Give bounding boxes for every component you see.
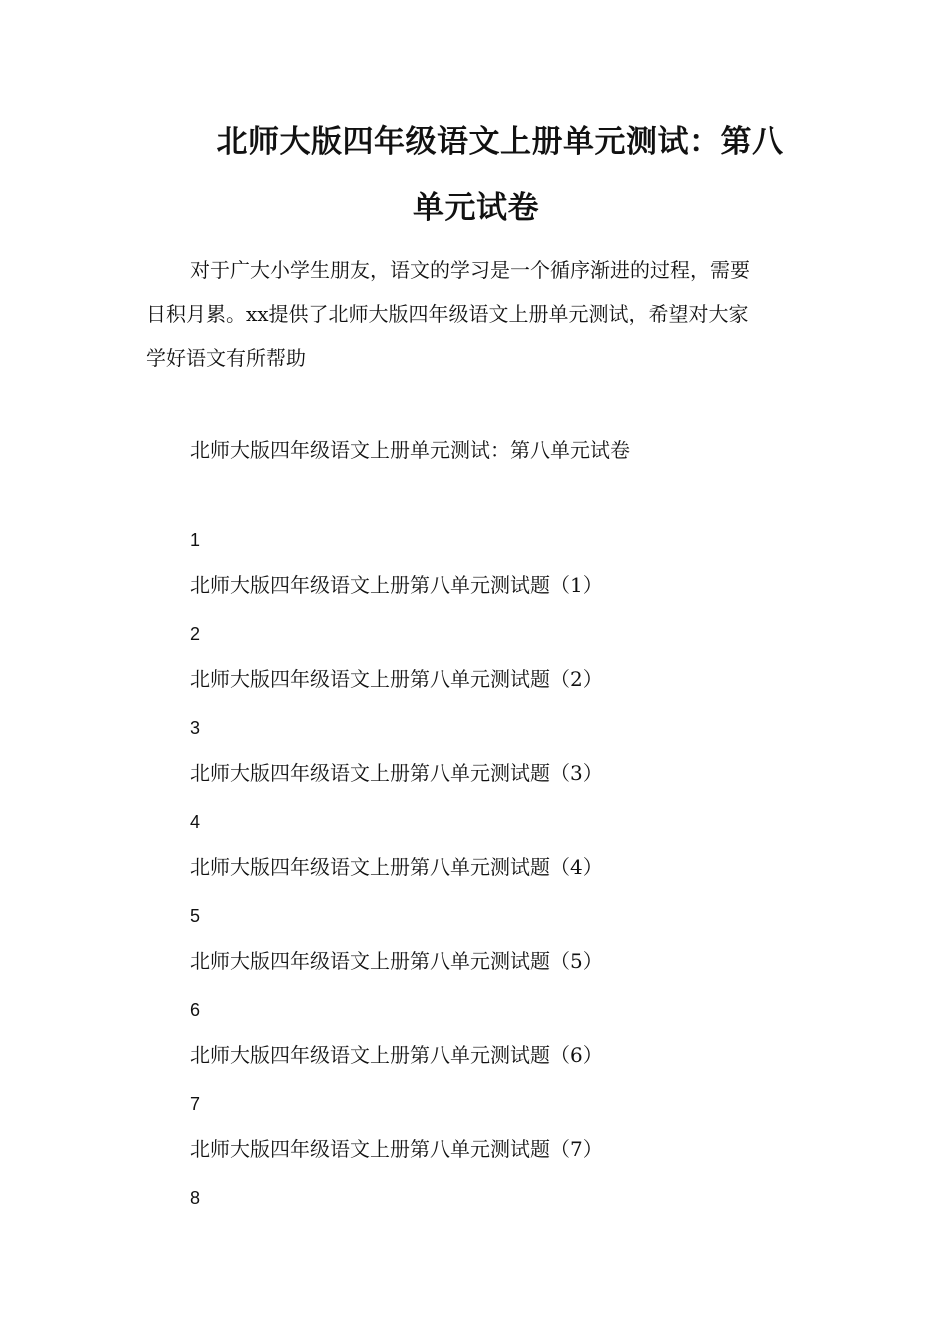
item-number: 8: [190, 1188, 201, 1208]
item-title: 北师大版四年级语文上册第八单元测试题（1）: [190, 573, 603, 597]
intro-paragraph-line-3: 学好语文有所帮助: [146, 346, 306, 370]
item-title: 北师大版四年级语文上册第八单元测试题（7）: [190, 1137, 603, 1161]
document-title-line-2: 单元试卷: [413, 190, 539, 226]
item-title: 北师大版四年级语文上册第八单元测试题（5）: [190, 949, 603, 973]
item-number: 2: [190, 624, 201, 644]
section-subtitle: 北师大版四年级语文上册单元测试：第八单元试卷: [190, 438, 630, 462]
intro-paragraph-line-2: 日积月累。xx提供了北师大版四年级语文上册单元测试，希望对大家: [146, 302, 749, 326]
item-title: 北师大版四年级语文上册第八单元测试题（4）: [190, 855, 603, 879]
intro-paragraph-line-1: 对于广大小学生朋友，语文的学习是一个循序渐进的过程，需要: [190, 258, 750, 282]
item-number: 6: [190, 1000, 201, 1020]
item-title: 北师大版四年级语文上册第八单元测试题（2）: [190, 667, 603, 691]
item-number: 7: [190, 1094, 201, 1114]
item-number: 4: [190, 812, 201, 832]
document-title-line-1: 北师大版四年级语文上册单元测试：第八: [216, 124, 784, 160]
item-title: 北师大版四年级语文上册第八单元测试题（3）: [190, 761, 603, 785]
item-number: 5: [190, 906, 201, 926]
item-number: 3: [190, 718, 201, 738]
item-title: 北师大版四年级语文上册第八单元测试题（6）: [190, 1043, 603, 1067]
item-number: 1: [190, 530, 201, 550]
